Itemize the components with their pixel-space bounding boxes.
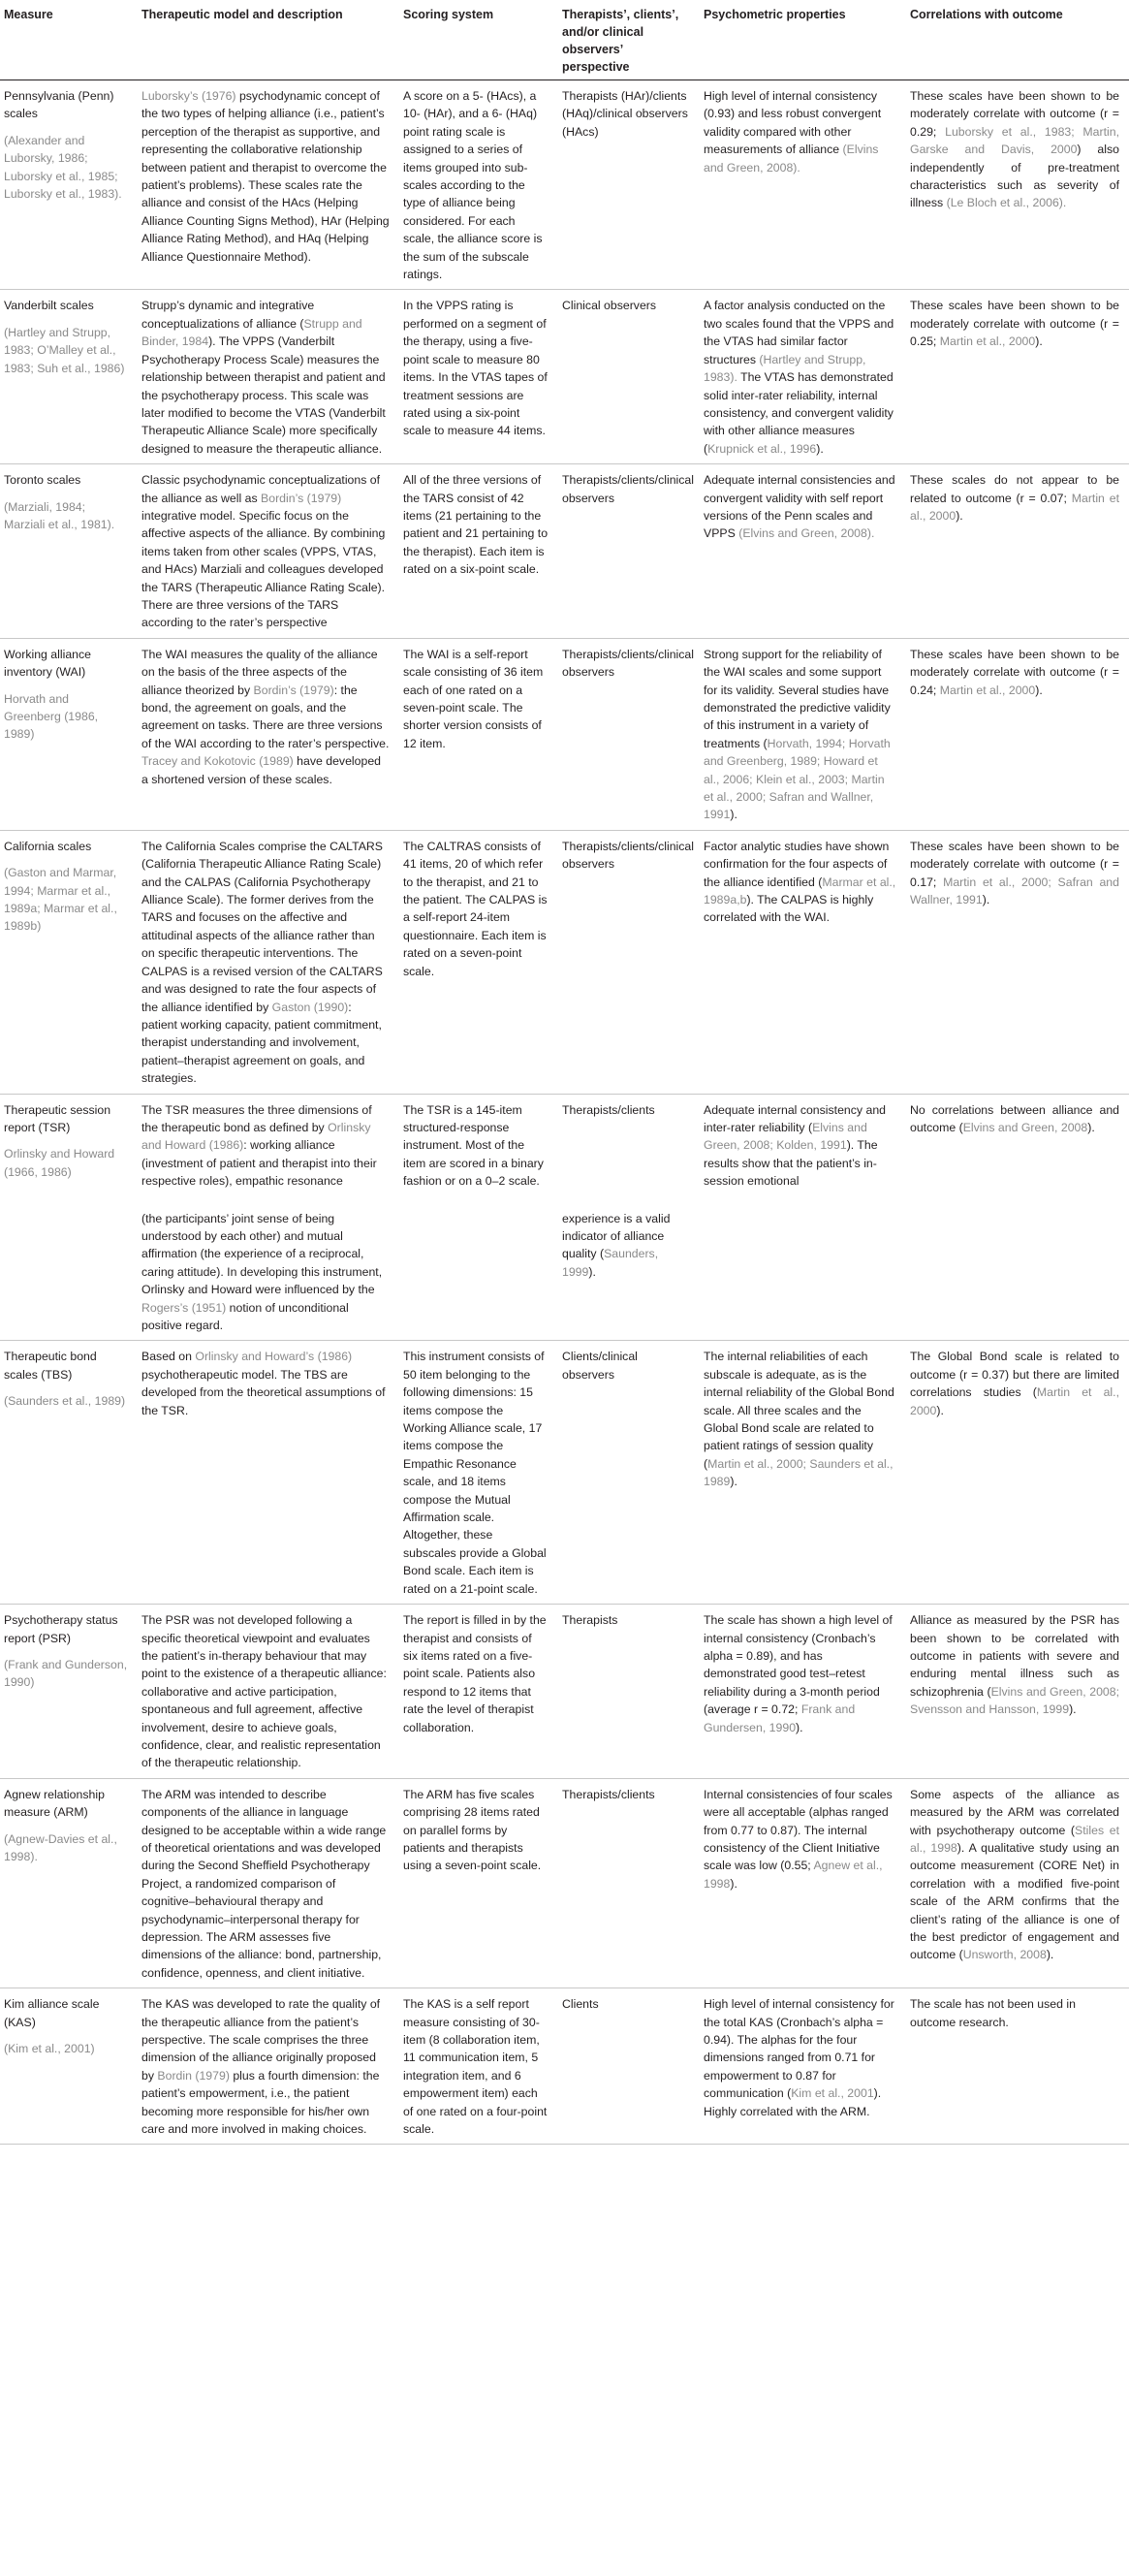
perspective-cell: Therapists/clients/clinical observers [558, 638, 700, 830]
scoring-cell: In the VPPS rating is performed on a segment of the therapy, using a five-point scale to measure 80 items. In the VTAS tapes of treatment sessions are rated using a six-point scale to measure 44 items. [399, 290, 558, 464]
measure-cell [0, 830, 138, 1094]
measure-cell [0, 1988, 138, 2145]
corr-ref: Martin et al., 2000; Safran and Wallner, 1991 [910, 875, 1119, 907]
model-cell [138, 1778, 399, 1988]
corr-text-2: ). [1069, 1702, 1077, 1717]
model-text: : the bond, the agreement on goals, and the agreement on tasks. There are three versions of the WAI according to the rater’s perspective. [141, 683, 390, 750]
scoring-cell: The report is filled in by the therapist and consists of six items rated on a five-point scale. Patients also respond to 12 items that rate the level of therapist collaboration. [399, 1605, 558, 1779]
scoring-cell: The TSR is a 145-item structured-response instrument. Most of the item are scored in a binary fashion or on a 0–2 scale. [403, 1102, 544, 1189]
corr-text: The scale has not been used in outcome research. [910, 1997, 1076, 2029]
model-text-pre: The PSR was not developed following a specific theoretical viewpoint and evaluates the patient’s in-therapy behaviour that may point to the existence of a therapeutic alliance: collaborative and active participation, spontaneous and full agreement, affective involvement, desire to achieve goals, confidence, clear, and realistic representation of the therapeutic relationship. [141, 1613, 387, 1770]
psych-text-3: ). [816, 441, 824, 456]
model-text: : working alliance (investment of patient and therapist into their respective roles), empathic resonance [141, 1138, 377, 1189]
psych-text: Adequate internal consistencies and convergent validity with self report versions of the Penn scales and VPPS [704, 473, 895, 541]
measure-cell [0, 464, 138, 639]
corr-cell [906, 290, 1129, 464]
model-cell [138, 830, 399, 1094]
model-text: plus a fourth dimension: the patient’s empowerment, i.e., the patient becoming more responsible for his/her own care and more involved in making choices. [141, 2068, 380, 2137]
table-row [0, 290, 1129, 464]
header-perspective: Therapists’, clients’, and/or clinical observers’ perspective [558, 0, 700, 80]
perspective-cell-cont [558, 1196, 700, 1341]
scoring-cell: This instrument consists of 50 item belonging to the following dimensions: 15 items compose the Working Alliance scale, 17 items compose the Empathic Resonance scale, and 18 items compose the Mutual Affirmation scale. Altogether, these subscales provide a Global Bond scale. Each item is rated on a 21-point scale. [399, 1341, 558, 1605]
psych-ref: Kim et al., 2001 [791, 2086, 874, 2101]
psych-cell [700, 1605, 906, 1779]
perspective-cell: Clients/clinical observers [558, 1341, 700, 1605]
psych-ref: (Hartley and Strupp, 1983). [704, 352, 866, 385]
corr-text-2: ). [936, 1403, 944, 1417]
corr-text-2: ). A qualitative study using an outcome measurement (CORE Net) in correlation with a modified five-point scale of the ARM confirms that the client’s rating of the alliance is one of the best predictor of engagement and outcome ( [910, 1840, 1119, 1962]
psych-text-2: ). The results show that the patient’s in-session emotional [704, 1138, 878, 1189]
psych-ref: Horvath, 1994; Horvath and Greenberg, 1989; Howard et al., 2006; Klein et al., 2003; Martin et al., 2000; Safran and Wallner, 1991 [704, 736, 891, 822]
corr-text-3: ). [1046, 1948, 1054, 1962]
model-cell [138, 80, 399, 290]
psych-cont-text: experience is a valid indicator of alliance quality ( [562, 1211, 671, 1261]
measure-refs: (Alexander and Luborsky, 1986; Luborsky et al., 1985; Luborsky et al., 1983). [4, 133, 122, 202]
perspective-cell: Therapists [558, 1605, 700, 1779]
model-text-pre: The KAS was developed to rate the quality of the therapeutic alliance from the patient’s perspective. The scale comprises the three dimension of the alliance originally proposed by [141, 1997, 381, 2083]
measure-refs: (Kim et al., 2001) [4, 2042, 95, 2056]
corr-ref: Martin et al., 2000 [910, 1385, 1119, 1417]
measure-refs: Orlinsky and Howard (1966, 1986) [4, 1147, 115, 1179]
measure-cell [0, 290, 138, 464]
psych-ref: (Elvins and Green, 2008). [704, 143, 879, 175]
measure-refs: (Gaston and Marmar, 1994; Marmar et al., 1989a; Marmar et al., 1989b) [4, 866, 117, 934]
table-row [0, 830, 1129, 1094]
measure-cell [0, 1341, 138, 1605]
model-text: : patient working capacity, patient commitment, therapist understanding and involvement, patient–therapist agreement on goals, and strategies. [141, 1000, 382, 1086]
table-row [0, 638, 1129, 830]
measure-cell [0, 80, 138, 290]
corr-text: No correlations between alliance and outcome ( [910, 1102, 1119, 1134]
corr-text: These scales have been shown to be moderately correlate with outcome (r = 0.24; [910, 647, 1119, 697]
corr-ref: Elvins and Green, 2008; Svensson and Hansson, 1999 [910, 1684, 1119, 1717]
corr-cell [906, 464, 1129, 639]
scoring-cell: The WAI is a self-report scale consisting of 36 item each of one rated on a seven-point scale. The shorter version consists of 12 item. [399, 638, 558, 830]
psych-cell [700, 1988, 906, 2145]
measure-name: Vanderbilt scales [4, 299, 94, 313]
psych-text: A factor analysis conducted on the two scales found that the VPPS and the VTAS had similar factor structures [704, 299, 894, 366]
model-text-pre: Strupp’s dynamic and integrative conceptualizations of alliance ( [141, 299, 315, 331]
model-cont-ref: Rogers’s (1951) [141, 1300, 227, 1315]
measure-refs: (Agnew-Davies et al., 1998). [4, 1831, 117, 1863]
measure-name: California scales [4, 839, 92, 853]
corr-ref: Martin et al., 2000 [939, 683, 1036, 697]
psych-text: Adequate internal consistency and inter-rater reliability ( [704, 1102, 886, 1134]
table-row [0, 1778, 1129, 1988]
corr-cell [906, 1988, 1129, 2145]
corr-ref: Elvins and Green, 2008 [962, 1120, 1088, 1134]
corr-text: The Global Bond scale is related to outcome (r = 0.37) but there are limited correlations studies ( [910, 1350, 1119, 1400]
measure-refs: (Frank and Gunderson, 1990) [4, 1657, 128, 1690]
model-text: ). The VPPS (Vanderbilt Psychotherapy Process Scale) measures the relationship between therapist and patient and the psychotherapy process. This scale was later modified to become the VTAS (Vanderbilt Therapeutic Alliance Scale) more specifically designed to measure the therapeutic alliance. [141, 334, 386, 456]
model-text: psychodynamic concept of the two types of helping alliance (i.e., patient’s perception of the therapist as supportive, and representing the collaborative relationship between patient and therapist to overcome the patient’s problems). These scales rate the alliance and consist of the HAcs (Helping Alliance Counting Signs Method), HAr (Helping Alliance Rating Method), and HAq (Helping Alliance Questionnaire Method). [141, 89, 390, 264]
psych-cell-empty [700, 1196, 906, 1341]
perspective-cell: Therapists/clients/clinical observers [558, 830, 700, 1094]
corr-cell [906, 638, 1129, 830]
model-ref: Bordin’s (1979) [253, 683, 334, 697]
psych-ref: Agnew et al., 1998 [704, 1859, 883, 1891]
header-psychometric: Psychometric properties [700, 0, 906, 80]
model-ref: Gaston (1990) [271, 1000, 349, 1014]
corr-cell-empty [906, 1196, 1129, 1341]
corr-text: These scales have been shown to be moderately correlate with outcome (r = 0.29; [910, 89, 1119, 139]
perspective-cell: Clinical observers [558, 290, 700, 464]
psych-text-2: ). [730, 1876, 737, 1891]
corr-text-2: ) also independently of pre-treatment characteristics such as severity of illness [910, 143, 1119, 210]
model-cell [138, 1988, 399, 2145]
corr-text-2: ). [1087, 1120, 1095, 1134]
measure-name: Therapeutic session report (TSR) [4, 1102, 111, 1134]
model-text-pre: The ARM was intended to describe components of the alliance in language designed to be acceptable within a wide range of theoretical orientations and was developed during the Second Sheffield Psychotherapy Project, a randomized comparison of cognitive–behavioural therapy and psychodynamic–interpersonal therapy for depression. The ARM assesses five dimensions of the alliance: bond, partnership, confidence, openness, and client initiative. [141, 1787, 387, 1980]
measure-name: Psychotherapy status report (PSR) [4, 1613, 118, 1645]
psych-text: Factor analytic studies have shown confirmation for the four aspects of the alliance identified ( [704, 839, 890, 889]
table-row [0, 1988, 1129, 2145]
model-text-pre: The TSR measures the three dimensions of the therapeutic bond as defined by [141, 1102, 372, 1134]
corr-text: These scales do not appear to be related to outcome (r = 0.07; [910, 473, 1119, 505]
measure-cell [0, 1605, 138, 1779]
measure-name: Working alliance inventory (WAI) [4, 647, 91, 680]
measure-name: Kim alliance scale (KAS) [4, 1997, 100, 2029]
psych-text: The internal reliabilities of each subscale is adequate, as is the internal reliability of the Global Bond scale. All three scales and the Global Bond scale are related to patient ratings of session quality ( [704, 1350, 894, 1471]
table-row [0, 80, 1129, 290]
corr-cell [906, 1605, 1129, 1779]
psych-ref: Elvins and Green, 2008; Kolden, 1991 [704, 1120, 867, 1153]
corr-cell [906, 80, 1129, 290]
corr-cell [906, 1094, 1129, 1196]
model-cont-text-2: notion of unconditional positive regard. [141, 1300, 349, 1332]
measure-cell-empty [0, 1196, 138, 1341]
perspective-cell: Clients [558, 1988, 700, 2145]
measure-name: Toronto scales [4, 473, 81, 488]
corr-ref: Luborsky et al., 1983; Martin, Garske and Davis, 2000 [910, 124, 1119, 157]
perspective-cell: Therapists/clients/clinical observers [558, 464, 700, 639]
psych-text-2: ). [796, 1720, 803, 1734]
psych-cont-ref: Saunders, 1999 [562, 1247, 659, 1279]
model-text: psychotherapeutic model. The TBS are developed from the theoretical assumptions of the TSR. [141, 1367, 386, 1417]
corr-ref: Stiles et al., 1998 [910, 1823, 1119, 1855]
psych-text-2: ). Highly correlated with the ARM. [704, 2086, 882, 2118]
table-header-row [0, 0, 1129, 80]
corr-cell [906, 830, 1129, 1094]
scoring-cell: The CALTRAS consists of 41 items, 20 of which refer to the therapist, and 21 to the patient. The CALPAS is a self-report 24-item questionnaire. Each item is rated on a seven-point scale. [399, 830, 558, 1094]
psych-ref-2: Krupnick et al., 1996 [707, 441, 817, 456]
scoring-cell: The ARM has five scales comprising 28 items rated on parallel forms by patients and therapists using a seven-point scale. [399, 1778, 558, 1988]
model-ref: Luborsky’s (1976) [141, 89, 236, 103]
corr-text-2: ). [982, 893, 990, 907]
perspective-cell: Therapists/clients [558, 1778, 700, 1988]
psych-cont-text-2: ). [588, 1264, 596, 1279]
table-row [0, 1094, 1129, 1196]
header-model: Therapeutic model and description [138, 0, 399, 80]
scoring-cell: A score on a 5- (HAcs), a 10- (HAr), and a 6- (HAq) point rating scale is assigned to a series of items grouped into sub-scales according to the type of alliance being considered. For each scale, the alliance score is the sum of the subscale ratings. [399, 80, 558, 290]
psych-cell [700, 638, 906, 830]
measure-cell [0, 1094, 138, 1196]
corr-ref-2: (Le Bloch et al., 2006). [946, 196, 1067, 210]
model-cell [138, 1605, 399, 1779]
header-measure: Measure [0, 0, 138, 80]
psych-text: High level of internal consistency (0.93) and less robust convergent validity compared with other measurements of alliance [704, 89, 882, 157]
table-row [0, 1605, 1129, 1779]
model-cell [138, 638, 399, 830]
psych-text-2: The VTAS has demonstrated solid inter-rater reliability, internal consistency, and convergent validity with other alliance measures ( [704, 370, 894, 456]
model-ref: Bordin (1979) [157, 2068, 230, 2083]
psych-cell [700, 1778, 906, 1988]
measure-cell [0, 638, 138, 830]
corr-text: Some aspects of the alliance as measured by the ARM was correlated with psychotherapy outcome ( [910, 1787, 1119, 1837]
scoring-cell-empty [399, 1196, 558, 1341]
header-correlations: Correlations with outcome [906, 0, 1129, 80]
psych-text-2: ). [730, 808, 737, 822]
model-text-2: have developed a shortened version of these scales. [141, 754, 382, 786]
measure-refs: (Saunders et al., 1989) [4, 1394, 126, 1409]
measure-name: Agnew relationship measure (ARM) [4, 1787, 105, 1820]
psych-cell [700, 464, 906, 639]
table-row [0, 464, 1129, 639]
model-text-pre: Based on [141, 1350, 196, 1364]
model-cell [138, 1094, 399, 1196]
model-cell [138, 290, 399, 464]
measure-refs: Horvath and Greenberg (1986, 1989) [4, 691, 99, 742]
table-row-continuation [0, 1196, 1129, 1341]
corr-cell [906, 1341, 1129, 1605]
model-ref: Bordin’s (1979) [261, 491, 342, 505]
psych-text-2: ). The CALPAS is highly correlated with the WAI. [704, 893, 874, 925]
model-text-pre: The California Scales comprise the CALTARS (California Therapeutic Alliance Rating Scale) and the CALPAS (California Psychotherapy Alliance Scale). The former derives from the TARS and focuses on the affective and attitudinal aspects of the alliance rather than on specific therapeutic interventions. The CALPAS is a revised version of the CALTARS and was designed to rate the four aspects of the alliance identified by [141, 839, 383, 1014]
corr-text-2: ). [956, 508, 963, 523]
psych-text-2: ). [730, 1475, 737, 1489]
model-ref: Orlinsky and Howard’s (1986) [195, 1350, 353, 1364]
corr-ref-2: Unsworth, 2008 [962, 1948, 1047, 1962]
perspective-cell: Therapists (HAr)/clients (HAq)/clinical observers (HAcs) [558, 80, 700, 290]
model-cell [138, 464, 399, 639]
psych-cell [700, 290, 906, 464]
corr-text-2: ). [1035, 683, 1043, 697]
measure-refs: (Hartley and Strupp, 1983; O’Malley et al., 1983; Suh et al., 1986) [4, 325, 125, 375]
psych-cell [700, 80, 906, 290]
corr-text: These scales have been shown to be moderately correlate with outcome (r = 0.25; [910, 299, 1119, 349]
corr-ref: Martin et al., 2000 [910, 491, 1119, 523]
psych-text: Internal consistencies of four scales were all acceptable (alphas ranged from 0.77 to 0.87). The internal consistency of the Client Initiative scale was low (0.55; [704, 1787, 893, 1873]
psych-ref: Martin et al., 2000; Saunders et al., 1989 [704, 1456, 894, 1489]
measure-name: Therapeutic bond scales (TBS) [4, 1350, 97, 1382]
measure-cell [0, 1778, 138, 1988]
model-cont-text: (the participants’ joint sense of being understood by each other) and mutual affirmation (the experience of a reciprocal, caring attitude). In developing this instrument, Orlinsky and Howard were influenced by the [141, 1211, 383, 1297]
corr-cell [906, 1778, 1129, 1988]
psych-ref: Frank and Gundersen, 1990 [704, 1702, 856, 1734]
psych-cell [700, 1341, 906, 1605]
model-cell-cont [138, 1196, 399, 1341]
model-ref: Strupp and Binder, 1984 [141, 316, 362, 349]
psych-cell [700, 1094, 906, 1196]
model-cell [138, 1341, 399, 1605]
psych-text: The scale has shown a high level of internal consistency (Cronbach’s alpha = 0.89), and has demonstrated good test–retest reliability during a 3-month period (average r = 0.72; [704, 1613, 893, 1717]
corr-text: These scales have been shown to be moderately correlate with outcome (r = 0.17; [910, 839, 1119, 889]
scoring-cell: All of the three versions of the TARS consist of 42 items (21 pertaining to the patient and 21 pertaining to the therapist). Each item is rated on a six-point scale. [399, 464, 558, 639]
model-text-pre: The WAI measures the quality of the alliance on the basis of the three aspects of the alliance theorized by [141, 647, 378, 697]
model-ref-2: Tracey and Kokotovic (1989) [141, 754, 294, 769]
measure-name: Pennsylvania (Penn) scales [4, 89, 114, 121]
psych-ref: Marmar et al., 1989a,b [704, 875, 896, 907]
model-ref: Orlinsky and Howard (1986) [141, 1120, 371, 1153]
psych-text: High level of internal consistency for the total KAS (Cronbach’s alpha = 0.94). The alphas for the four dimensions ranged from 0.71 for empowerment to 0.87 for communication ( [704, 1997, 894, 2101]
header-scoring: Scoring system [399, 0, 558, 80]
corr-text-2: ). [1035, 334, 1043, 349]
psych-text: Strong support for the reliability of the WAI scales and some support for its validity. Several studies have demonstrated the predictive validity of this instrument in a variety of treatments ( [704, 647, 891, 750]
psych-ref: (Elvins and Green, 2008). [738, 526, 875, 541]
scoring-cell: The KAS is a self report measure consisting of 30-item (8 collaboration item, 11 communication item, 5 integration item, and 6 empowerment item) each of one rated on a four-point scale. [399, 1988, 558, 2145]
psych-cell [700, 830, 906, 1094]
measure-refs: (Marziali, 1984; Marziali et al., 1981). [4, 499, 115, 531]
model-text-pre: Classic psychodynamic conceptualizations of the alliance as well as [141, 473, 381, 505]
table-row [0, 1341, 1129, 1605]
corr-ref: Martin et al., 2000 [939, 334, 1036, 349]
perspective-cell: Therapists/clients [562, 1102, 655, 1117]
model-text: integrative model. Specific focus on the affective aspects of the alliance. By combining items taken from other scales (VPPS, VTAS, and HAcs) Marziali and colleagues developed the TARS (Therapeutic Alliance Rating Scale). There are three versions of the TARS according to the rater’s perspective [141, 508, 386, 630]
corr-text: Alliance as measured by the PSR has been shown to be correlated with outcome in patients with severe and enduring mental illness such as schizophrenia ( [910, 1613, 1119, 1699]
